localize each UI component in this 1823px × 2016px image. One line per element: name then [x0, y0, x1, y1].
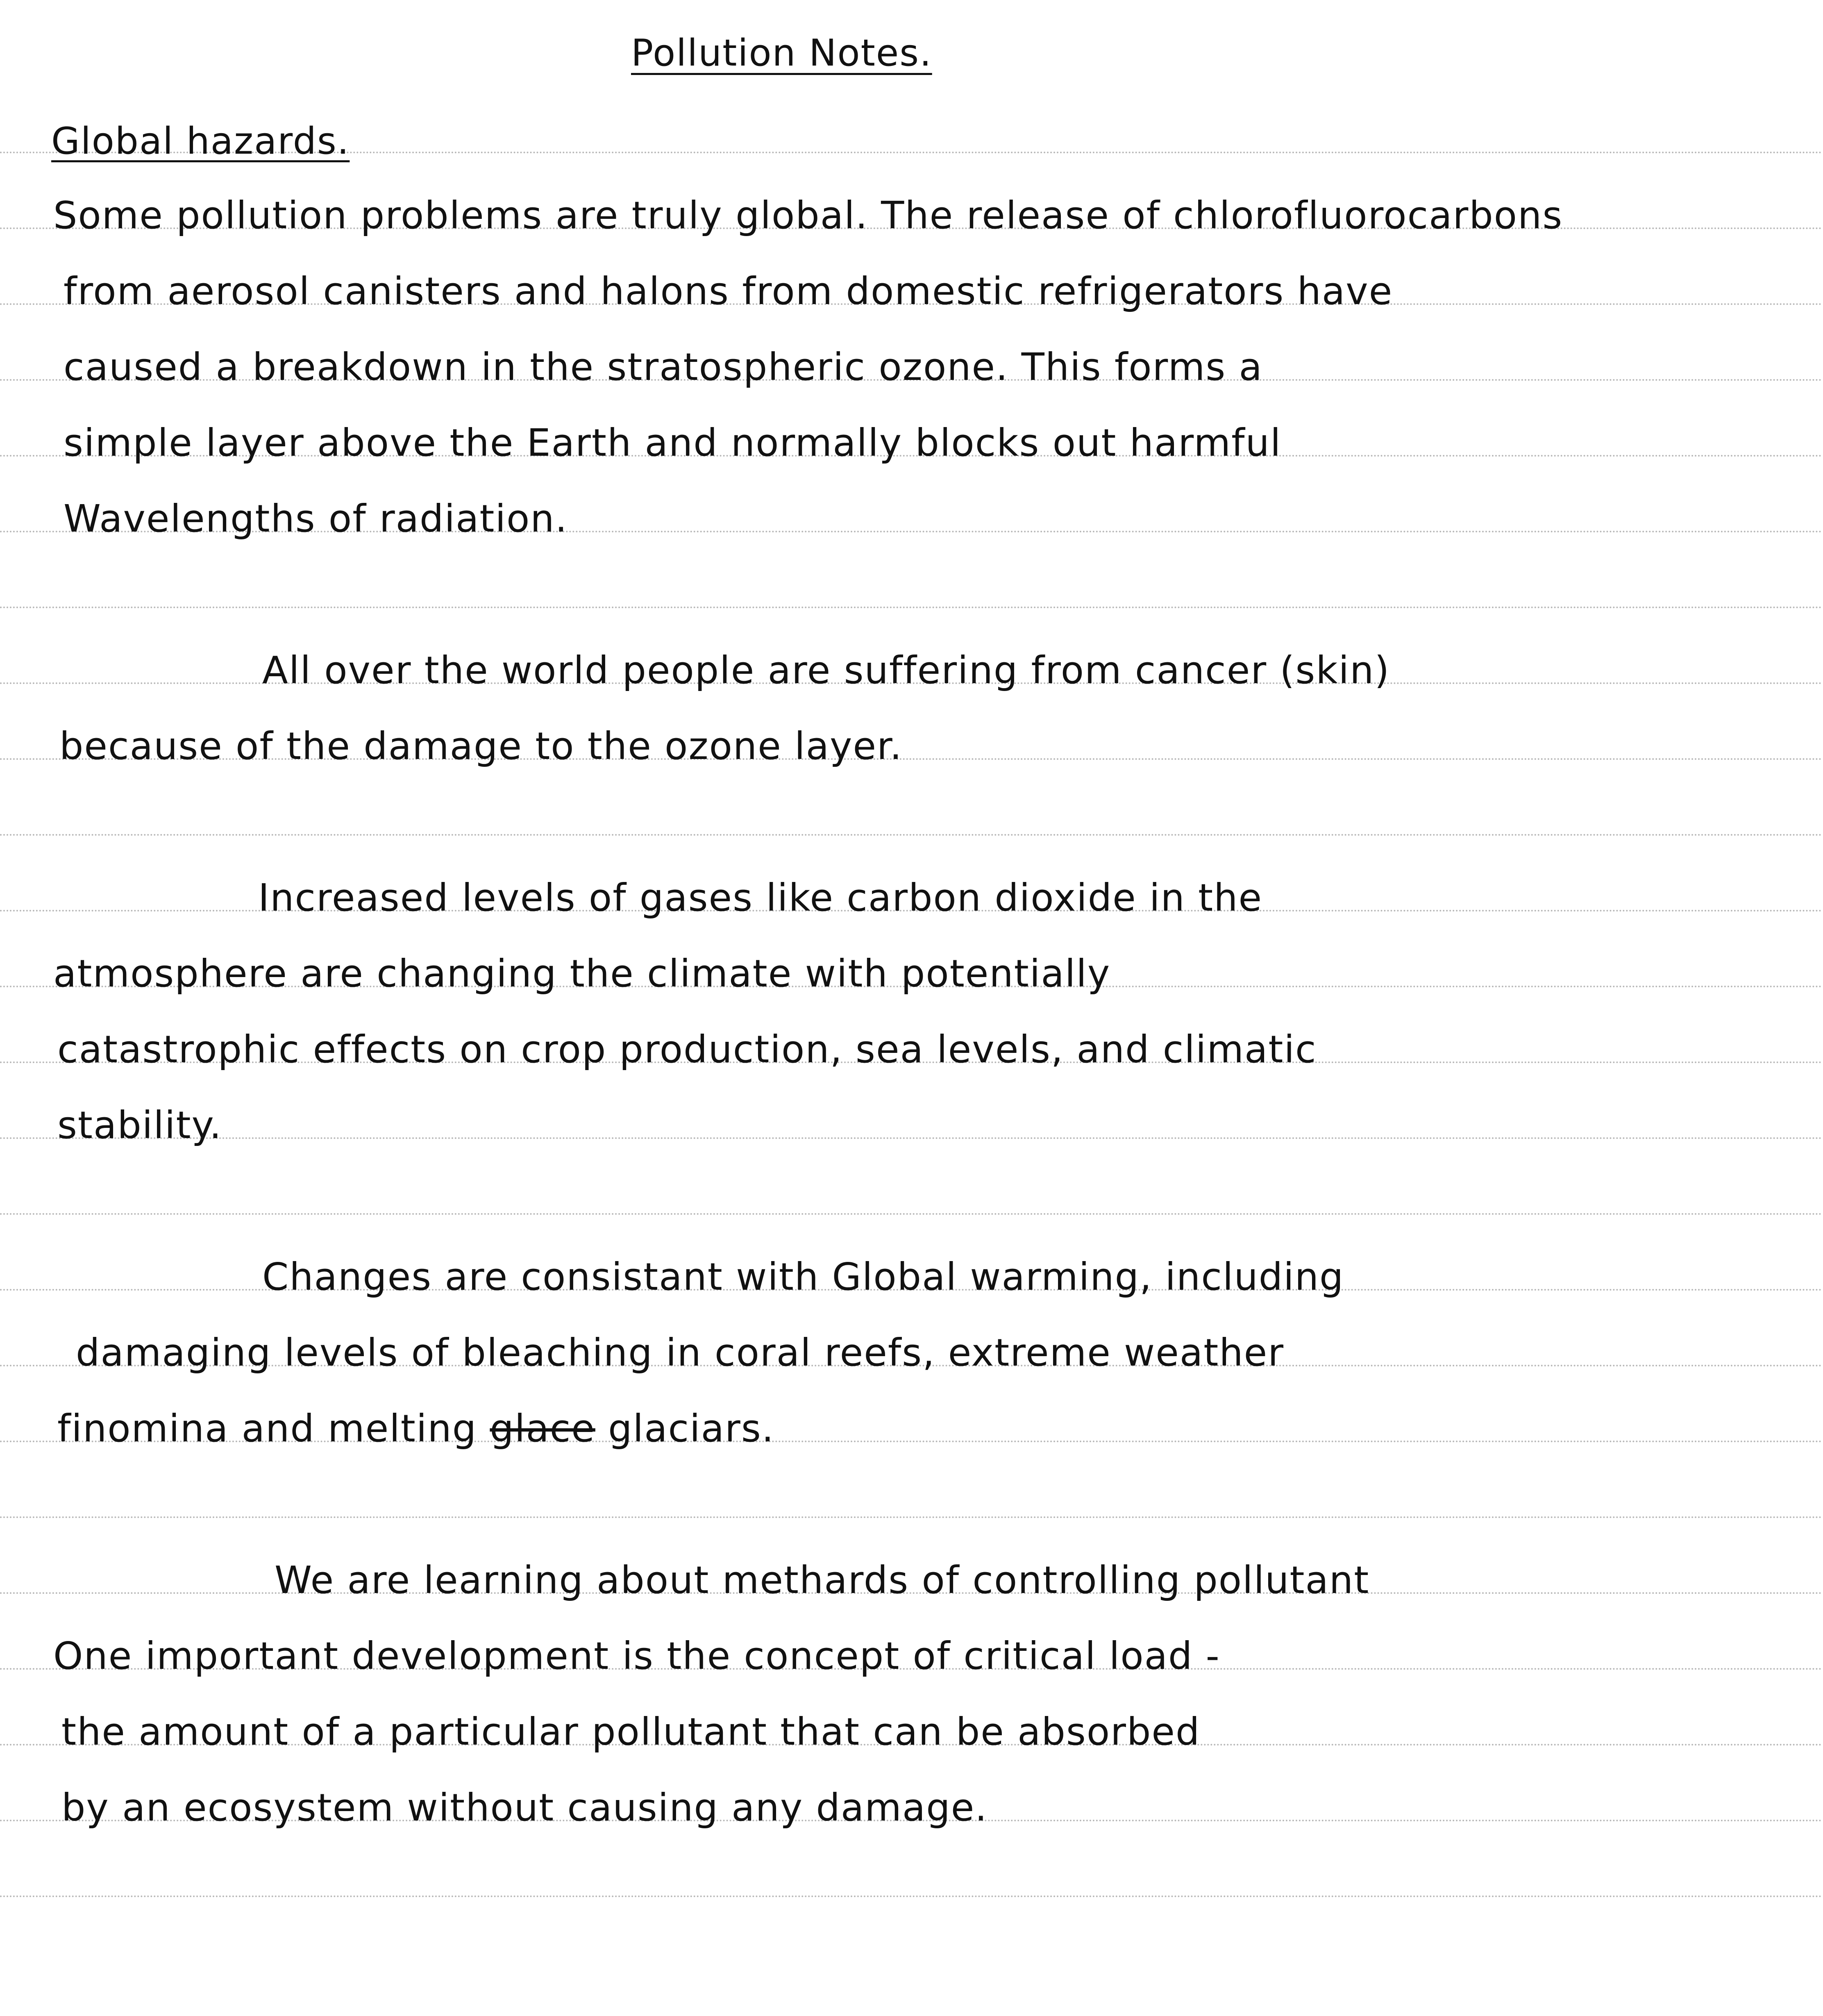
ruled-line	[0, 1137, 1823, 1139]
text-line: from aerosol canisters and halons from domestic refrigerators have	[64, 269, 1393, 313]
text-line: caused a breakdown in the stratospheric ozone. This forms a	[64, 345, 1263, 389]
text-line: Changes are consistant with Global warming, including	[262, 1255, 1344, 1299]
ruled-line	[0, 607, 1823, 608]
text-line: We are learning about methards of controlling pollutant	[275, 1558, 1370, 1602]
page-title: Pollution Notes.	[631, 32, 932, 75]
text-line: catastrophic effects on crop production, sea levels, and climatic	[57, 1027, 1317, 1071]
text-fragment: glaciars.	[608, 1407, 774, 1450]
text-line: atmosphere are changing the climate with potentially	[53, 952, 1111, 995]
text-fragment: finomina and melting	[57, 1407, 477, 1450]
ruled-line	[0, 1213, 1823, 1215]
text-line: One important development is the concept of critical load -	[53, 1634, 1220, 1678]
text-line: All over the world people are suffering from cancer (skin)	[262, 648, 1390, 692]
text-line: the amount of a particular pollutant that can be absorbed	[61, 1710, 1201, 1754]
ruled-line	[0, 1896, 1823, 1897]
text-line: simple layer above the Earth and normally blocks out harmful	[64, 421, 1282, 465]
text-line: damaging levels of bleaching in coral reefs, extreme weather	[76, 1331, 1285, 1375]
text-line: because of the damage to the ozone layer.	[59, 724, 903, 768]
text-line: Wavelengths of radiation.	[64, 497, 568, 541]
section-heading: Global hazards.	[51, 120, 350, 163]
ruled-line	[0, 1516, 1823, 1518]
text-line: Some pollution problems are truly global. The release of chlorofluorocarbons	[53, 193, 1563, 237]
text-line: stability.	[57, 1103, 222, 1147]
text-line-with-correction	[57, 1407, 774, 1450]
ruled-line	[0, 834, 1823, 836]
struck-out-word: glace	[490, 1407, 595, 1450]
text-line: by an ecosystem without causing any damage.	[61, 1786, 988, 1830]
text-line: Increased levels of gases like carbon dioxide in the	[258, 876, 1263, 920]
